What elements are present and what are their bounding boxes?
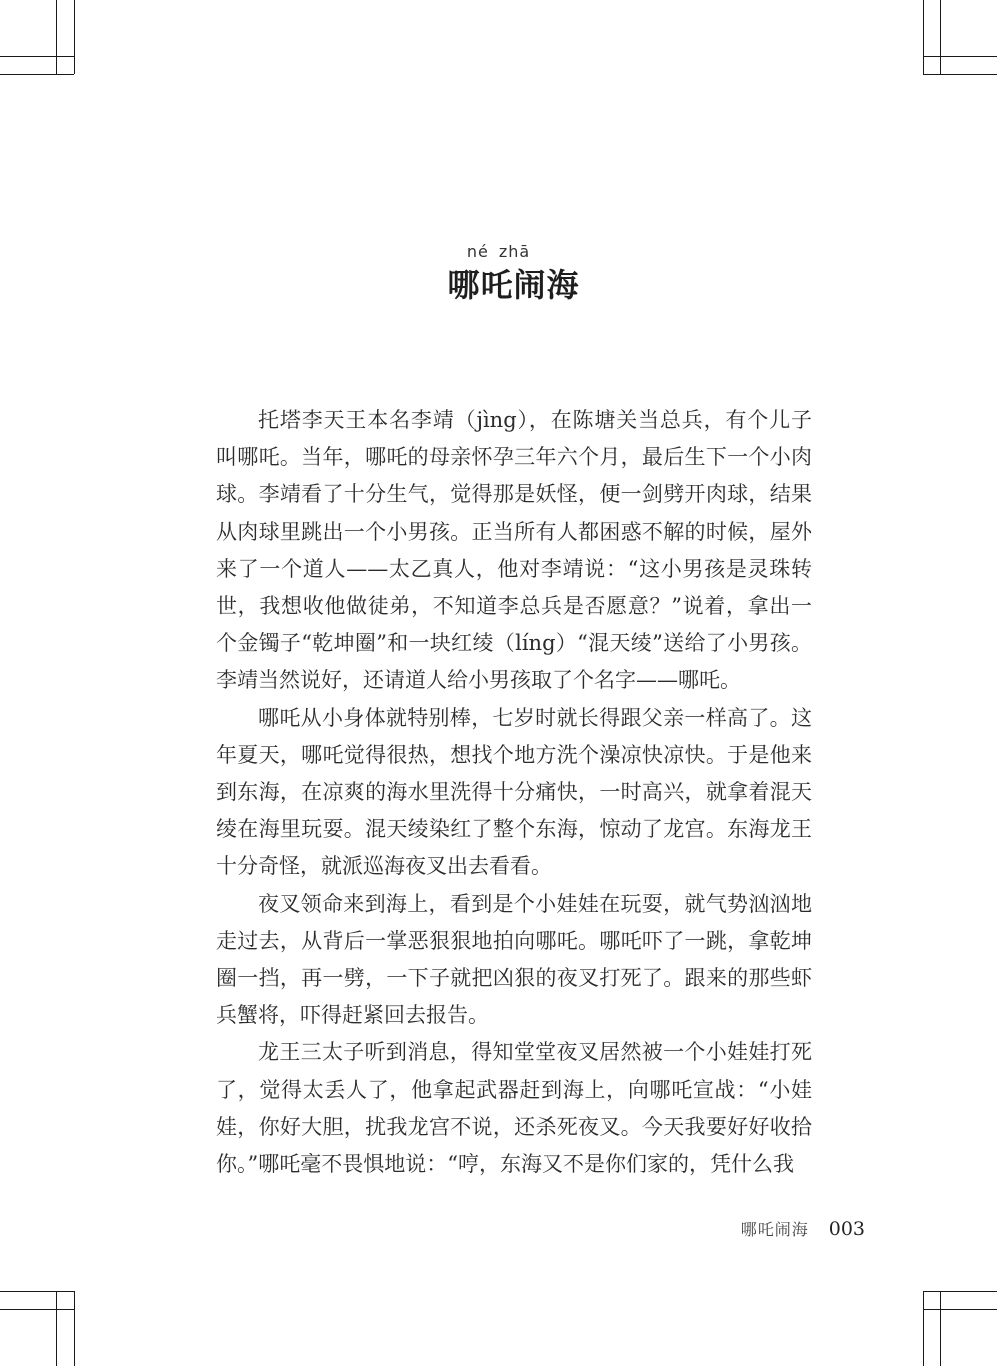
paragraph: 哪吒从小身体就特别棒，七岁时就长得跟父亲一样高了。这年夏天，哪吒觉得很热，想找个地方洗个澡凉快凉快。于是他来到东海，在凉爽的海水里洗得十分痛快，一时高兴，就拿着混天绫在海里玩耍。混天绫染红了整个东海，惊动了龙宫。东海龙王十分奇怪，就派巡海夜叉出去看看。 (216, 705, 812, 879)
chapter-title: 哪吒闹海 (447, 266, 580, 304)
running-title: 哪吒闹海 (740, 1220, 809, 1239)
paragraph: 夜叉领命来到海上，看到是个小娃娃在玩耍，就气势汹汹地走过去，从背后一掌恶狠狠地拍向哪吒。哪吒吓了一跳，拿乾坤圈一挡，再一劈，一下子就把凶狠的夜叉打死了。跟来的那些虾兵蟹将，吓得赶紧回去报告。 (216, 891, 812, 1028)
pinyin-syllable: zhā (498, 242, 531, 261)
pinyin-syllable: né (466, 242, 489, 261)
paragraph: 托塔李天王本名李靖（jìng），在陈塘关当总兵，有个儿子叫哪吒。当年，哪吒的母亲怀孕三年六个月，最后生下一个小肉球。李靖看了十分生气，觉得那是妖怪，便一剑劈开肉球，结果从肉球里跳出一个小男孩。正当所有人都困惑不解的时候，屋外来了一个道人——太乙真人，他对李靖说：“这小男孩是灵珠转世，我想收他做徒弟，不知道李总兵是否愿意？”说着，拿出一个金镯子“乾坤圈”和一块红绫（líng）“混天绫”送给了小男孩。李靖当然说好，还请道人给小男孩取了个名字——哪吒。 (216, 408, 812, 693)
page-footer (741, 1217, 865, 1240)
page-number: 003 (828, 1218, 865, 1240)
title-pinyin (0, 242, 997, 261)
paragraph: 龙王三太子听到消息，得知堂堂夜叉居然被一个小娃娃打死了，觉得太丢人了，他拿起武器赶到海上，向哪吒宣战：“小娃娃，你好大胆，扰我龙宫不说，还杀死夜叉。今天我要好好收拾你。”哪吒毫不畏惧地说：“哼，东海又不是你们家的，凭什么我 (216, 1040, 812, 1177)
body-text (216, 402, 812, 1183)
